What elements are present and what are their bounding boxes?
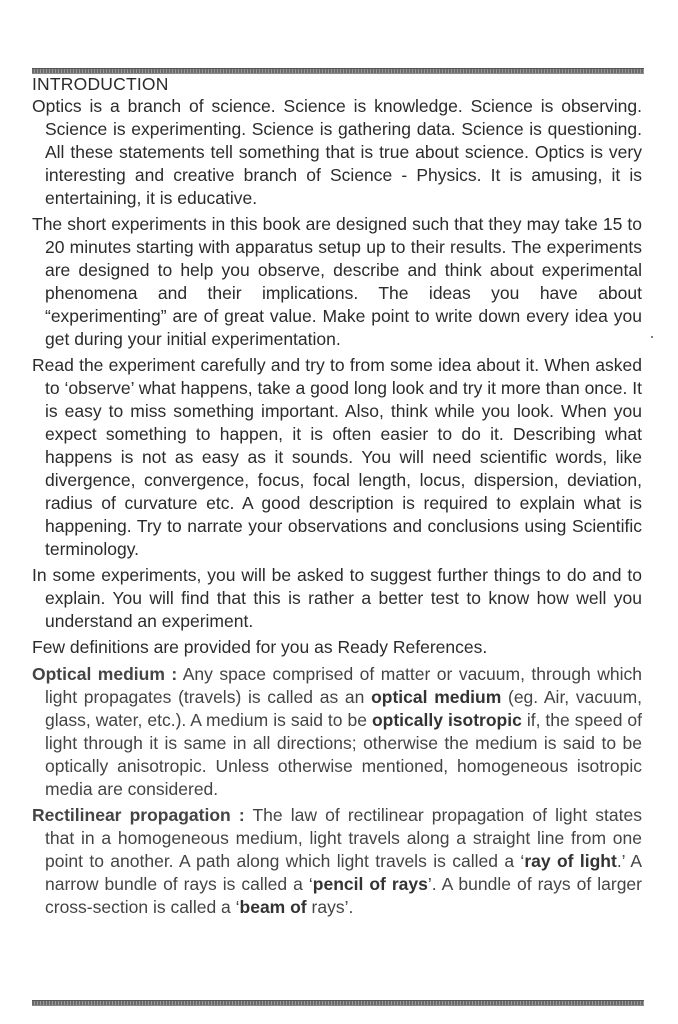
paragraph-read-experiment: Read the experiment carefully and try to from some idea about it. When asked to ‘observe’ what happens, take a good long look and try it more than once. It is easy to miss something important. Also, think while you look. When you expect something to happen, it is often easier to do it. Describing what happens is not as easy as it sounds. You will need scientific words, like divergence, convergence, focus, focal length, locus, dispersion, deviation, radius of curvature etc. A good description is required to explain what is happening. Try to narrate your observations and conclusions using Scientific terminology. <box>32 355 642 559</box>
paragraph-definitions-intro: Few definitions are provided for you as Ready References. <box>32 637 488 657</box>
paragraph-further-things: In some experiments, you will be asked to suggest further things to do and to explain. You will find that this is rather a better test to know how well you understand an experiment. <box>32 565 642 631</box>
bottom-rule <box>32 1000 644 1006</box>
page-content <box>32 74 642 922</box>
definition-text: if, the speed of light through it is same in all directions; otherwise the medium is said to be optically anisotropic. Unless otherwise mentioned, homogeneous isotropic media are considered. <box>45 710 643 799</box>
definition-text: ’. A bundle of rays of larger cross-section is called a ‘ <box>45 874 642 917</box>
definition-emphasis: pencil of rays <box>312 874 428 894</box>
paragraph-experiments: The short experiments in this book are designed such that they may take 15 to 20 minutes starting with apparatus setup up to their results. The experiments are designed to help you observe, describe and think about experimental phenomena and their implications. The ideas you have about “experimenting” are of great value. Make point to write down every idea you get during your initial experimentation. <box>32 214 642 349</box>
definition-emphasis: optical medium <box>371 687 502 707</box>
section-heading: INTRODUCTION <box>32 74 169 94</box>
definition-text: rays’. <box>306 897 354 917</box>
definition-text: (eg. Air, vacuum, glass, water, etc.). A medium is said to be <box>45 687 643 730</box>
definition-text: The law of rectilinear propagation of light states that in a homogeneous medium, light travels along a straight line from one point to another. A path along which light travels is called a ‘ <box>45 805 642 871</box>
definition-optical-medium <box>32 663 642 801</box>
definition-text: Any space comprised of matter or vacuum, through which light propagates (travels) is called as an <box>45 664 642 707</box>
definition-emphasis: beam of <box>239 897 307 917</box>
definition-emphasis: ray of light <box>524 851 617 871</box>
definition-text: .’ A narrow bundle of rays is called a ‘ <box>45 851 642 894</box>
definition-emphasis: optically isotropic <box>371 710 522 730</box>
stray-mark <box>651 336 653 338</box>
paragraph-optics: Optics is a branch of science. Science is knowledge. Science is observing. Science is experimenting. Science is gathering data. Science is questioning. All these statements tell something that is true about science. Optics is very interesting and creative branch of Science - Physics. It is amusing, it is entertaining, it is educative. <box>32 96 642 208</box>
definition-term: Rectilinear propagation : <box>32 805 245 825</box>
definition-rectilinear-propagation <box>32 804 642 919</box>
definition-term: Optical medium : <box>32 664 178 684</box>
